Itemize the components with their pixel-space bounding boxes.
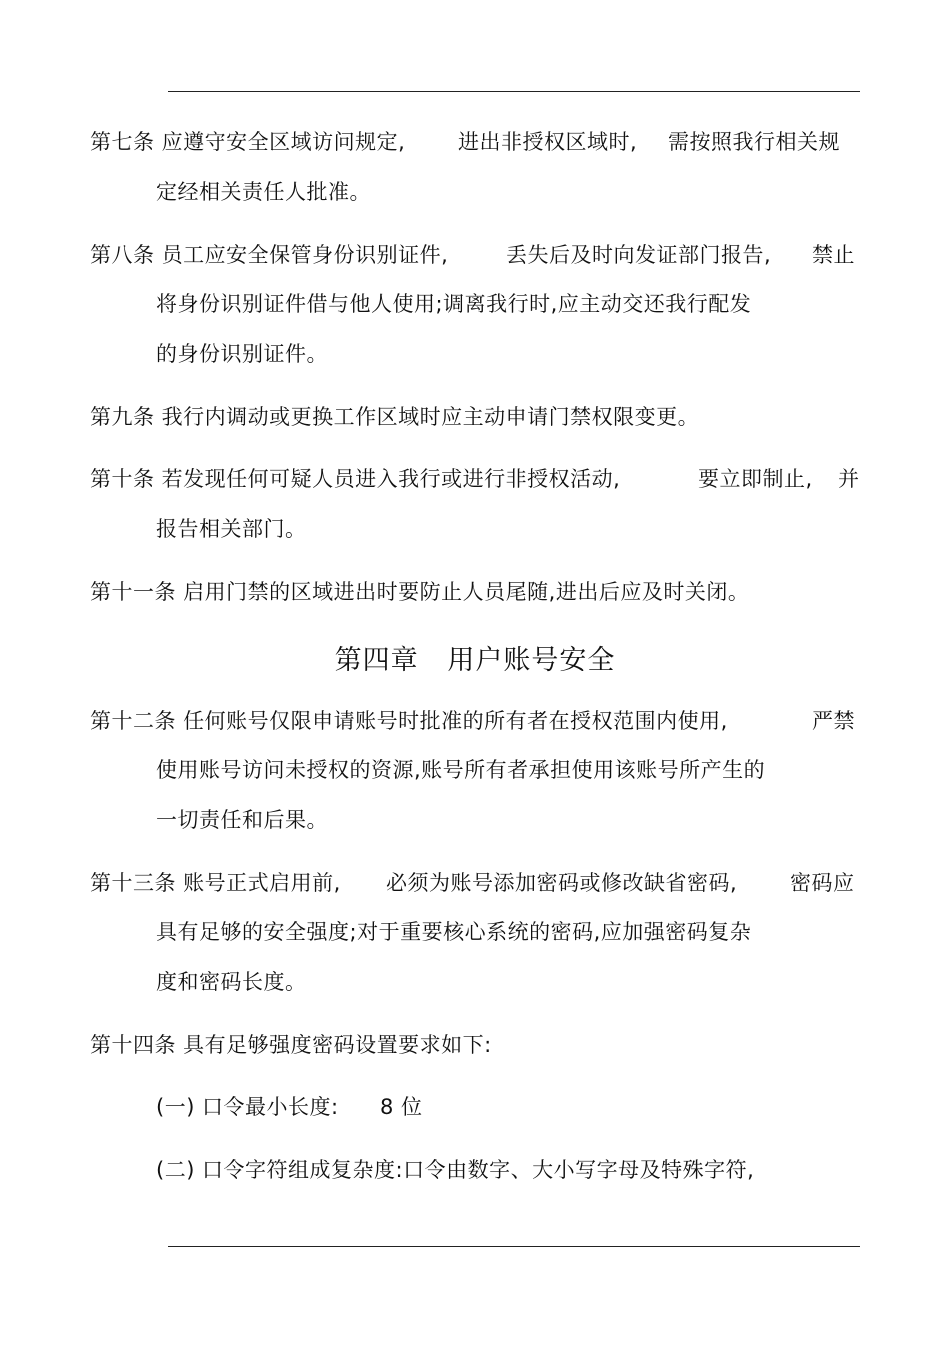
- article-7-text-c: 需按照我行相关规: [668, 130, 840, 154]
- article-12-text-b: 严禁: [812, 709, 855, 733]
- article-7-line-2: 定经相关责任人批准。: [156, 180, 371, 204]
- article-8-line-3: 的身份识别证件。: [156, 342, 328, 366]
- article-10-line-2: 报告相关部门。: [156, 517, 307, 541]
- article-13-text-a: 第十三条 账号正式启用前,: [90, 871, 341, 895]
- article-8-line-1: [0, 240, 950, 270]
- article-13-line-3: 度和密码长度。: [156, 970, 307, 994]
- article-12-line-3: 一切责任和后果。: [156, 808, 328, 832]
- article-14-item-2: (二) 口令字符组成复杂度:口令由数字、大小写字母及特殊字符,: [156, 1158, 755, 1182]
- article-10-text-a: 第十条 若发现任何可疑人员进入我行或进行非授权活动,: [90, 467, 621, 491]
- article-13-text-c: 密码应: [790, 871, 855, 895]
- article-8-text-b: 丢失后及时向发证部门报告,: [506, 243, 772, 267]
- article-13-line-1: [0, 868, 950, 898]
- article-7-text-a: 第七条 应遵守安全区域访问规定,: [90, 130, 406, 154]
- article-14-item-1: [0, 1092, 950, 1122]
- article-12-line-2: 使用账号访问未授权的资源,账号所有者承担使用该账号所产生的: [156, 758, 766, 782]
- article-14-item-1-label: (一) 口令最小长度:: [156, 1095, 339, 1119]
- article-8-text-a: 第八条 员工应安全保管身份识别证件,: [90, 243, 449, 267]
- article-14-item-1-value: 8 位: [380, 1095, 423, 1119]
- article-11-line-1: 第十一条 启用门禁的区域进出时要防止人员尾随,进出后应及时关闭。: [90, 580, 750, 604]
- article-10-text-c: 并: [838, 467, 860, 491]
- article-12-text-a: 第十二条 任何账号仅限申请账号时批准的所有者在授权范围内使用,: [90, 709, 728, 733]
- article-13-line-2: 具有足够的安全强度;对于重要核心系统的密码,应加强密码复杂: [156, 920, 752, 944]
- article-7-line-1: [0, 127, 950, 157]
- article-8-line-2: 将身份识别证件借与他人使用;调离我行时,应主动交还我行配发: [156, 292, 752, 316]
- article-12-line-1: [0, 706, 950, 736]
- article-13-text-b: 必须为账号添加密码或修改缺省密码,: [386, 871, 738, 895]
- article-7-text-b: 进出非授权区域时,: [458, 130, 638, 154]
- header-rule: [168, 91, 860, 92]
- article-8-text-c: 禁止: [812, 243, 855, 267]
- article-14-line-1: 第十四条 具有足够强度密码设置要求如下:: [90, 1033, 492, 1057]
- footer-rule: [168, 1246, 860, 1247]
- article-10-line-1: [0, 464, 950, 494]
- chapter-title: 第四章 用户账号安全: [334, 645, 616, 676]
- article-9-line-1: 第九条 我行内调动或更换工作区域时应主动申请门禁权限变更。: [90, 405, 700, 429]
- article-10-text-b: 要立即制止,: [698, 467, 813, 491]
